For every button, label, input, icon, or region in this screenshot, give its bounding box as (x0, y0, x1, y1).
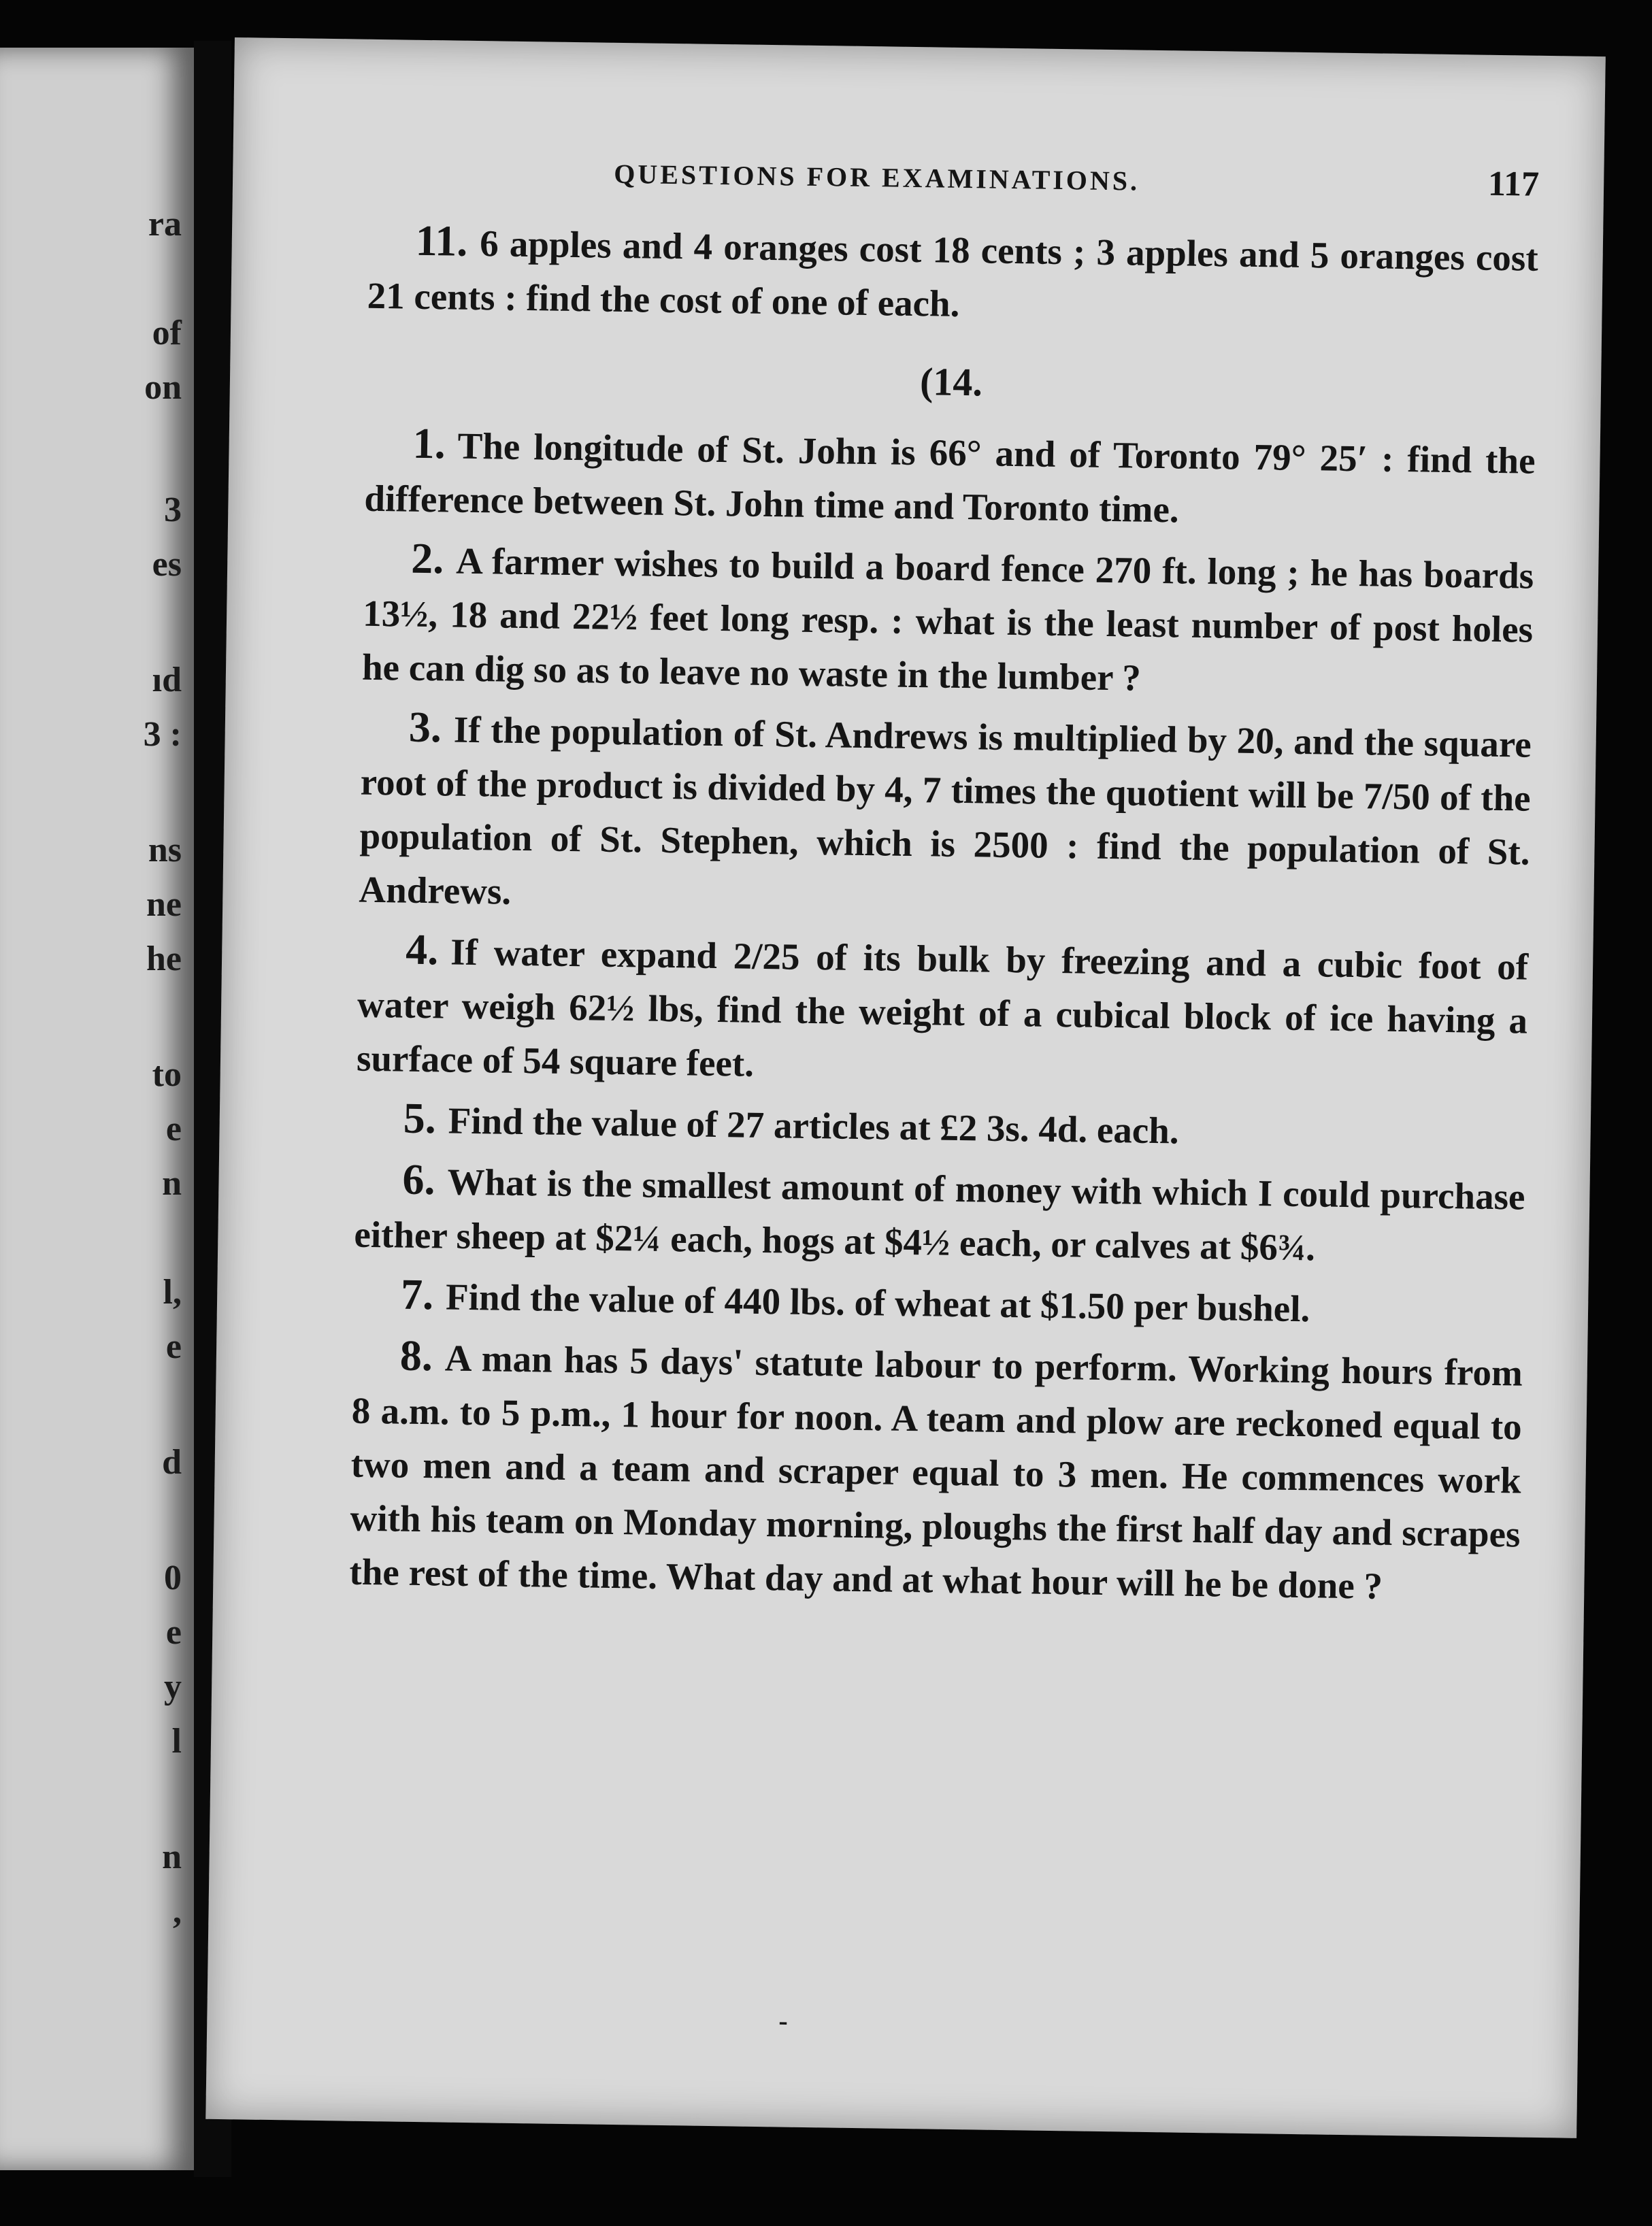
left-fragment: es (152, 545, 182, 584)
left-fragment: ne (146, 885, 182, 924)
question-number: 6. (402, 1154, 436, 1204)
question-1 (364, 416, 1536, 542)
running-title: QUESTIONS FOR EXAMINATIONS. (613, 158, 1140, 197)
question-text: If the population of St. Andrews is multiplied by 20, and the square root of the product is divided by 4, 7 times the quotient will be 7/50 of the population of St. Stephen, which is 2500 : find the population of St. Andrews. (359, 708, 1532, 912)
question-8 (349, 1328, 1523, 1615)
question-7 (353, 1267, 1524, 1339)
book-page (205, 37, 1606, 2138)
question-text: If water expand 2/25 of its bulk by freezing and a cubic foot of water weigh 62½ lbs, find the weight of a cubical block of ice having a surface of 54 square feet. (356, 931, 1529, 1084)
left-fragment: of (152, 314, 182, 352)
left-fragment: l (171, 1722, 182, 1761)
question-number: 2. (410, 533, 444, 583)
question-number: 11. (415, 216, 468, 265)
section-marker: (14. (919, 359, 983, 405)
left-fragment: ns (148, 831, 182, 869)
question-2 (362, 531, 1534, 710)
question-number: 7. (400, 1269, 434, 1319)
question-6 (354, 1152, 1525, 1278)
left-fragment: e (165, 1327, 182, 1366)
left-fragment: e (165, 1613, 182, 1652)
left-fragment: d (162, 1443, 182, 1482)
question-text: Find the value of 440 lbs. of wheat at $1.50 per bushel. (445, 1276, 1310, 1330)
left-fragment: he (146, 940, 182, 978)
question-text: What is the smallest amount of money with which I could purchase either sheep at $2¼ each, hogs at $4½ each, or calves at $6¾. (354, 1161, 1525, 1269)
left-fragment: on (144, 368, 182, 407)
left-fragment: , (173, 1892, 182, 1931)
left-fragment: 3 (164, 491, 182, 529)
question-number: 3. (408, 702, 442, 752)
question-text: A man has 5 days' statute labour to perform. Working hours from 8 a.m. to 5 p.m., 1 hour for noon. A team and plow are reckoned equal to two men and a team and scraper equal to 3 men. He commences work with his team on Monday morning, ploughs the first half day and scrapes the rest of the time. What day and at what hour will he be done ? (349, 1337, 1523, 1607)
left-fragment: n (162, 1838, 182, 1876)
left-facing-page (0, 48, 194, 2170)
question-11 (367, 213, 1538, 339)
question-number: 8. (399, 1331, 433, 1380)
left-fragment: n (162, 1164, 182, 1203)
left-fragment: ıd (152, 661, 182, 699)
question-number: 1. (412, 418, 446, 468)
question-number: 4. (405, 925, 439, 974)
page-number: 117 (1487, 164, 1540, 204)
question-4 (357, 922, 1529, 1101)
question-number: 5. (403, 1093, 437, 1143)
left-fragment: l, (163, 1273, 182, 1312)
question-text: A farmer wishes to build a board fence 270 ft. long ; he has boards 13½, 18 and 22½ feet long resp. : what is the least number of post holes he can dig so as to leave no waste in the lumber ? (361, 539, 1534, 699)
left-fragment: ra (148, 205, 182, 244)
left-fragment: 0 (164, 1559, 182, 1597)
question-text: 6 apples and 4 oranges cost 18 cents ; 3 apples and 5 oranges cost 21 cents : find the cost of one of each. (367, 222, 1539, 325)
closing-mark: - (778, 2005, 789, 2036)
page-body (349, 213, 1538, 1621)
left-fragment: y (164, 1667, 182, 1706)
question-text: The longitude of St. John is 66° and of Toronto 79° 25′ : find the difference between St. John time and Toronto time. (364, 425, 1536, 531)
left-fragment: 3 : (143, 715, 182, 754)
page-header (614, 152, 1540, 205)
question-text: Find the value of 27 articles at £2 3s. 4d. each. (448, 1099, 1180, 1152)
question-3 (359, 699, 1532, 933)
left-fragment: e (165, 1110, 182, 1148)
left-fragment: to (152, 1055, 182, 1094)
question-5 (355, 1091, 1526, 1163)
